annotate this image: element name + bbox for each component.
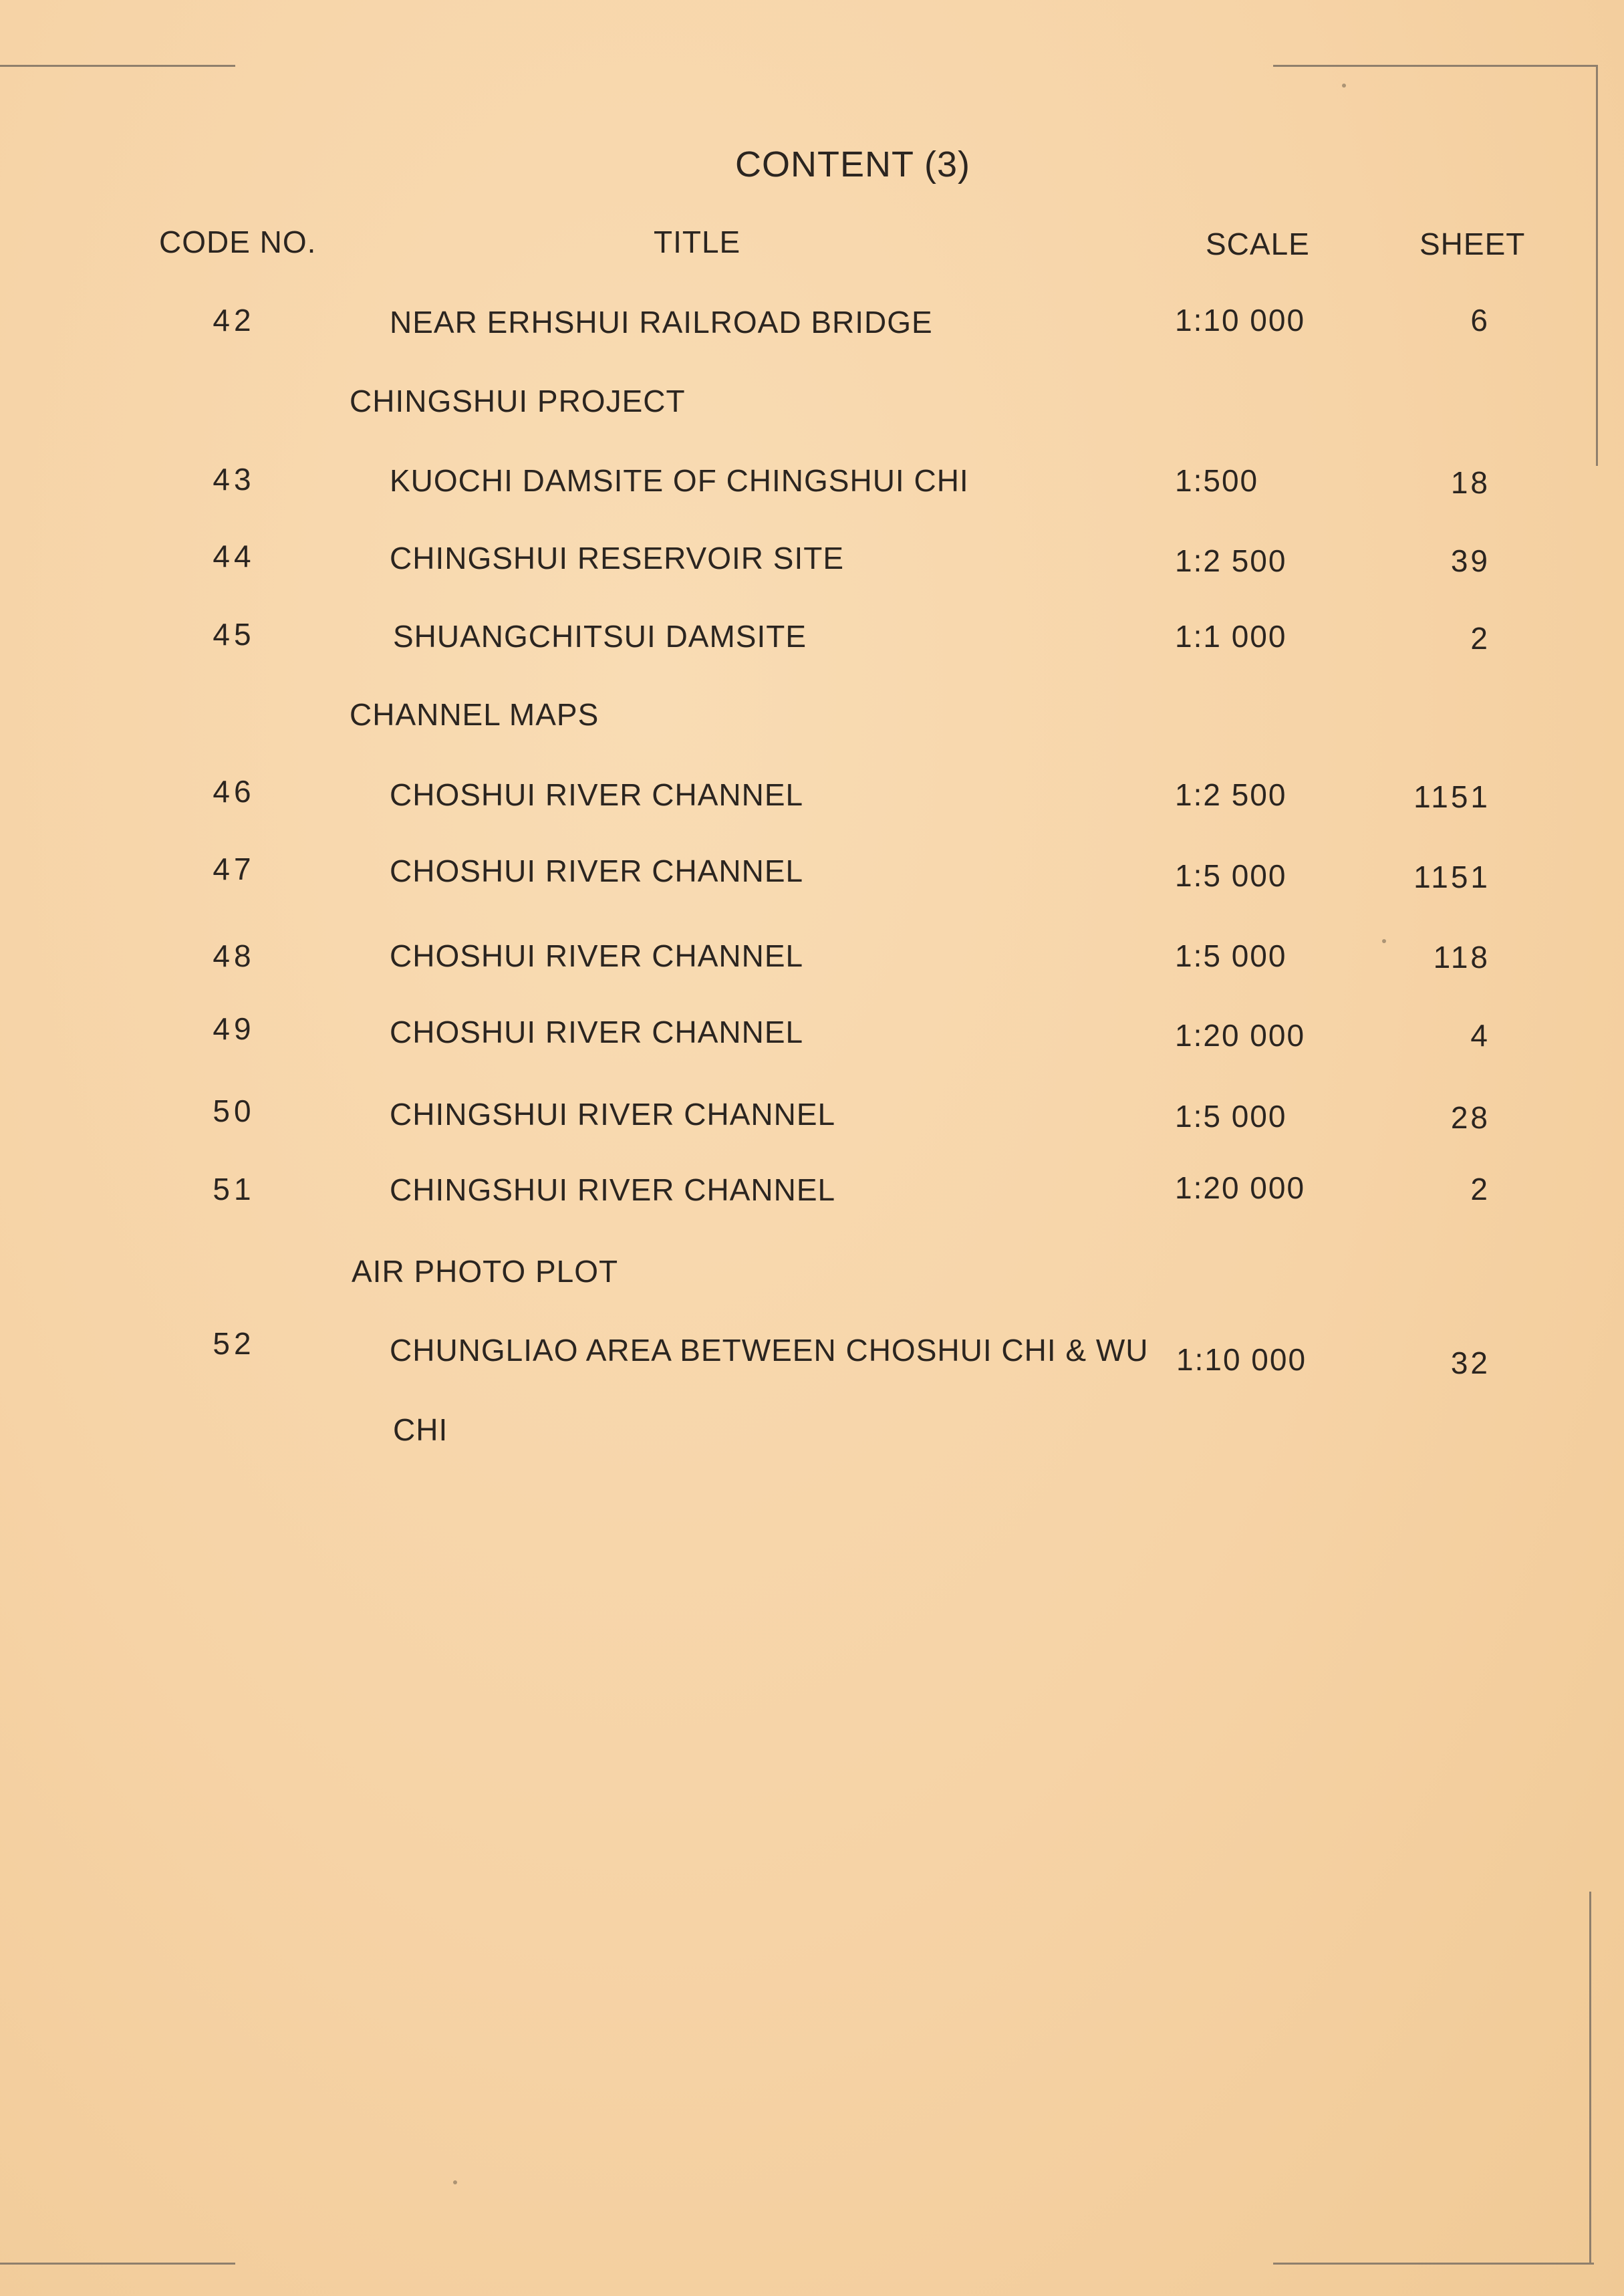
paper-speck (453, 2180, 457, 2184)
entry-title: CHINGSHUI RIVER CHANNEL (390, 1097, 836, 1132)
entry-scale: 1:20 000 (1175, 1018, 1306, 1053)
entry-code: 44 (213, 539, 255, 573)
entry-code: 42 (213, 303, 255, 338)
entry-sheet: 118 (1433, 940, 1490, 975)
entry-title: CHOSHUI RIVER CHANNEL (390, 777, 804, 812)
top-right-rule (1273, 65, 1597, 67)
entry-sheet: 6 (1470, 303, 1490, 338)
entry-title: CHINGSHUI RESERVOIR SITE (390, 541, 845, 576)
entry-title: CHUNGLIAO AREA BETWEEN CHOSHUI CHI & WU (390, 1333, 1149, 1368)
entry-scale: 1:2 500 (1175, 777, 1287, 812)
right-top-rule (1596, 65, 1598, 466)
entry-scale: 1:5 000 (1175, 1099, 1287, 1134)
entry-sheet: 4 (1470, 1018, 1490, 1053)
entry-title-continued: CHI (393, 1412, 448, 1447)
column-header-code: CODE NO. (159, 225, 317, 259)
column-header-sheet: SHEET (1419, 227, 1526, 261)
section-heading: AIR PHOTO PLOT (352, 1254, 619, 1289)
entry-code: 43 (213, 462, 255, 497)
page-title: CONTENT (3) (735, 144, 971, 184)
entry-sheet: 18 (1450, 465, 1490, 500)
entry-code: 47 (213, 852, 255, 886)
entry-title: CHOSHUI RIVER CHANNEL (390, 938, 804, 973)
entry-title: KUOCHI DAMSITE OF CHINGSHUI CHI (390, 463, 969, 498)
section-heading: CHINGSHUI PROJECT (350, 384, 686, 418)
top-left-rule (0, 65, 235, 67)
entry-sheet: 39 (1450, 543, 1490, 578)
entry-sheet: 28 (1450, 1100, 1490, 1135)
entry-code: 46 (213, 774, 255, 809)
column-header-title: TITLE (654, 225, 741, 259)
entry-title: CHOSHUI RIVER CHANNEL (390, 854, 804, 888)
entry-code: 50 (213, 1094, 255, 1128)
entry-code: 52 (213, 1326, 255, 1361)
entry-title: CHOSHUI RIVER CHANNEL (390, 1015, 804, 1049)
right-bottom-rule (1589, 1892, 1591, 2263)
section-heading: CHANNEL MAPS (350, 697, 599, 732)
entry-scale: 1:20 000 (1175, 1170, 1306, 1205)
entry-scale: 1:5 000 (1175, 858, 1287, 893)
column-header-scale: SCALE (1206, 227, 1310, 261)
entry-sheet: 1151 (1413, 779, 1490, 814)
entry-sheet: 1151 (1413, 860, 1490, 894)
paper-speck (1342, 84, 1346, 88)
entry-sheet: 32 (1450, 1346, 1490, 1380)
entry-scale: 1:1 000 (1175, 619, 1287, 654)
entry-scale: 1:500 (1175, 463, 1259, 498)
entry-code: 49 (213, 1011, 255, 1046)
entry-code: 45 (213, 617, 255, 652)
entry-scale: 1:5 000 (1175, 938, 1287, 973)
bottom-right-rule (1273, 2263, 1594, 2265)
entry-sheet: 2 (1470, 1172, 1490, 1206)
entry-scale: 1:10 000 (1175, 303, 1306, 338)
entry-scale: 1:2 500 (1175, 543, 1287, 578)
entry-scale: 1:10 000 (1176, 1342, 1307, 1377)
entry-title: NEAR ERHSHUI RAILROAD BRIDGE (390, 305, 933, 340)
entry-title: SHUANGCHITSUI DAMSITE (393, 619, 807, 654)
entry-sheet: 2 (1470, 621, 1490, 656)
entry-code: 48 (213, 938, 255, 973)
entry-title: CHINGSHUI RIVER CHANNEL (390, 1172, 836, 1207)
entry-code: 51 (213, 1172, 255, 1206)
bottom-left-rule (0, 2263, 235, 2265)
